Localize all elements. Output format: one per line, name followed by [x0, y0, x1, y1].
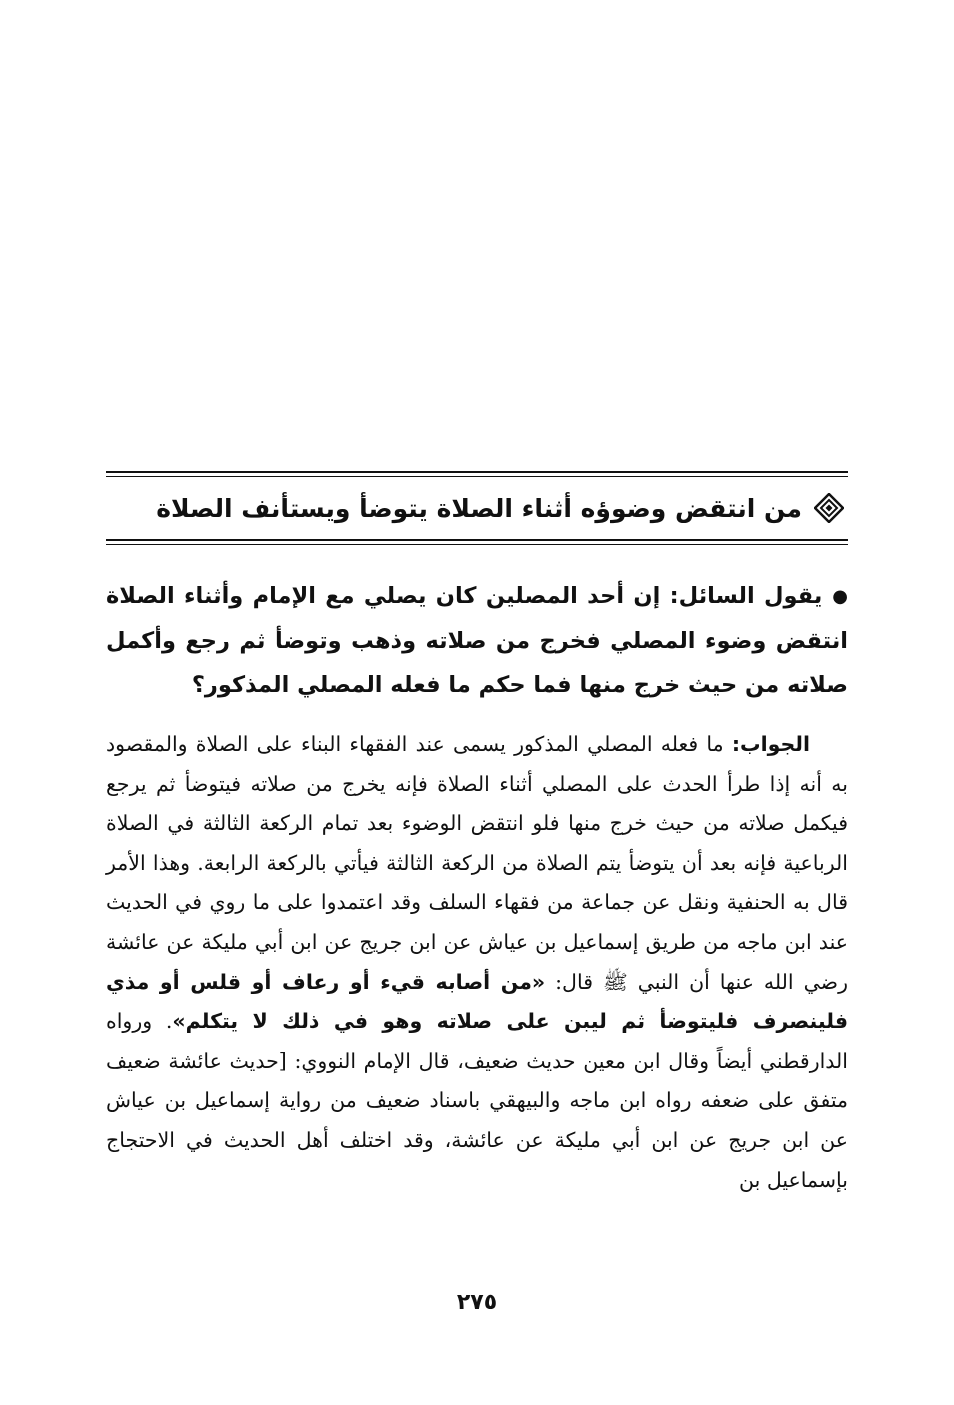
hadith-quote: «من أصابه قيء أو رعاف أو قلس أو مذي فلينصرف فليتوضأ ثم ليبن على صلاته وهو في ذلك لا يتكلم»: [106, 969, 848, 1034]
answer-paragraph: [106, 725, 848, 1200]
question-text: يقول السائل: إن أحد المصلين كان يصلي مع الإمام وأثناء الصلاة انتقض وضوء المصلي فخرج من صلاته وذهب وتوضأ ثم رجع وأكمل صلاته من حيث خرج منها فما حكم ما فعله المصلي المذكور؟: [106, 583, 848, 698]
answer-label: الجواب:: [731, 732, 810, 756]
question-paragraph: [106, 574, 848, 707]
title-row: [106, 477, 848, 539]
section-header: [106, 471, 848, 545]
answer-text-part2: . ورواه الدارقطني أيضاً وقال ابن معين حديث ضعيف، قال الإمام النووي: [حديث عائشة ضعيف متفق على ضعفه رواه ابن ماجه والبيهقي باسناد ضعيف من رواية إسماعيل بن عياش عن ابن جريج عن ابن أبي مليكة عن عائشة، وقد اختلف أهل الحديث في الاحتجاج بإسماعيل بن: [106, 1009, 848, 1192]
section-title: من انتقض وضوؤه أثناء الصلاة يتوضأ ويستأنف الصلاة: [156, 493, 802, 523]
bottom-double-rule: [106, 539, 848, 545]
page-number: ٢٧٥: [456, 1290, 498, 1315]
answer-text-part1: ما فعله المصلي المذكور يسمى عند الفقهاء البناء على الصلاة والمقصود به أنه إذا طرأ الحدث على المصلي أثناء الصلاة فإنه يخرج من صلاته فيتوضأ ثم يرجع فيكمل صلاته من حيث خرج منها فلو انتقض الوضوء بعد تمام الركعة الثالثة في الصلاة الرباعية فإنه بعد أن يتوضأ يتم الصلاة من الركعة الثالثة فيأتي بالركعة الرابعة. وهذا الأمر قال به الحنفية ونقل عن جماعة من فقهاء السلف وقد اعتمدوا على ما روي في الحديث عند ابن ماجه من طريق إسماعيل بن عياش عن ابن جريج عن ابن أبي مليكة عن عائشة رضي الله عنها أن النبي ﷺ قال:: [106, 732, 848, 994]
bullet-icon: ●: [832, 585, 848, 607]
diamond-ornament-icon: [814, 493, 844, 523]
